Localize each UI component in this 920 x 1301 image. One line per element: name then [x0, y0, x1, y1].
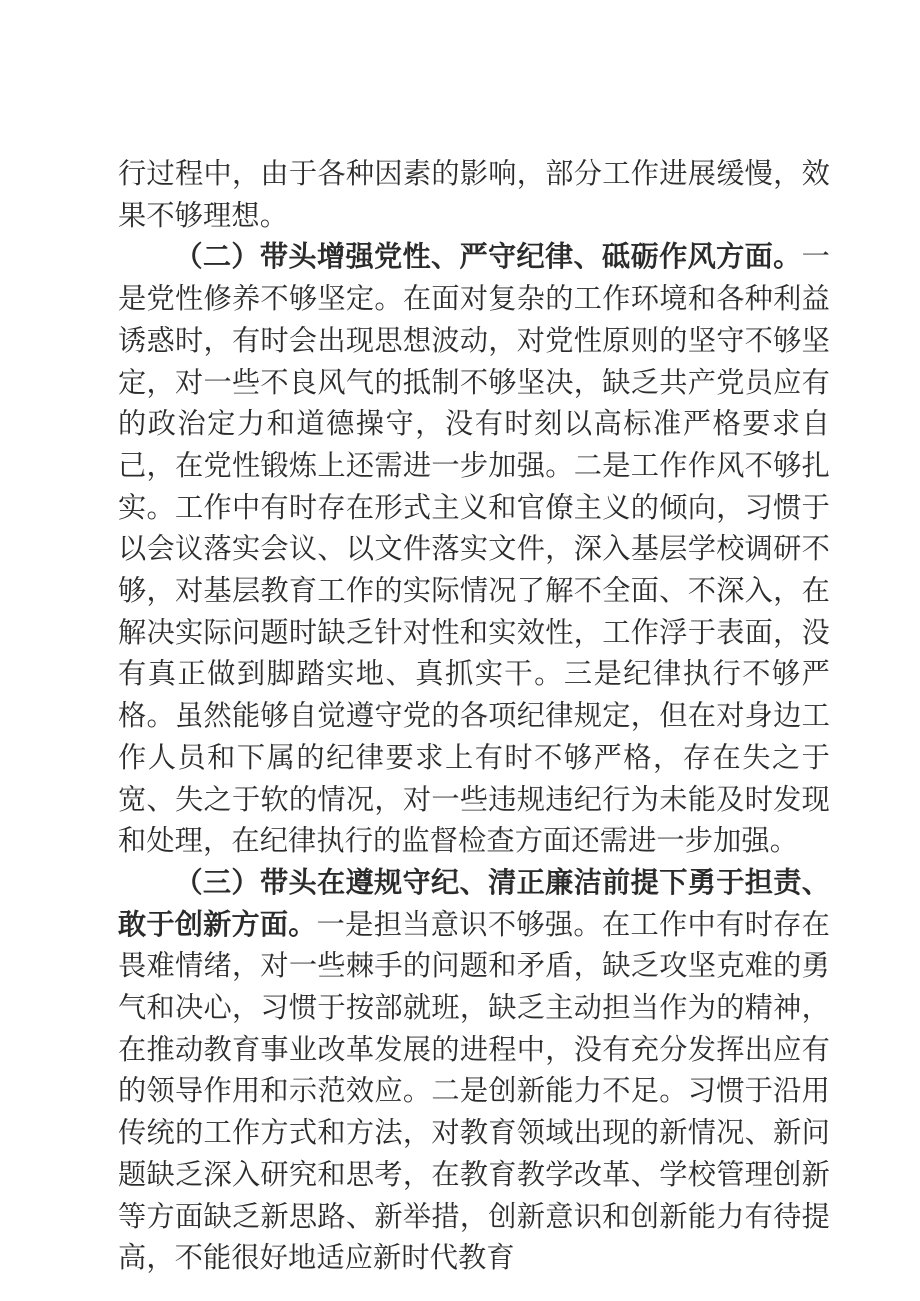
document-text-body: [118, 153, 830, 1279]
section-heading-three: （三）带头在遵规守纪、清正廉洁前提下勇于担责、敢于创新方面。: [118, 865, 830, 941]
section-heading-two: （二）带头增强党性、严守纪律、砥砺作风方面。: [174, 240, 802, 274]
paragraph-text: 行过程中，由于各种因素的影响，部分工作进展缓慢，效果不够理想。: [118, 157, 830, 232]
paragraph-section-two: [118, 236, 830, 862]
section-two-body-text: 一是党性修养不够坚定。在面对复杂的工作环境和各种利益诱惑时，有时会出现思想波动，对党性原则的坚守不够坚定，对一些不良风气的抵制不够坚决，缺乏共产党员应有的政治定力和道德操守，没有时刻以高标准严格要求自己，在党性锻炼上还需进一步加强。二是工作作风不够扎实。工作中有时存在形式主义和官僚主义的倾向，习惯于以会议落实会议、以文件落实文件，深入基层学校调研不够，对基层教育工作的实际情况了解不全面、不深入，在解决实际问题时缺乏针对性和实效性，工作浮于表面，没有真正做到脚踏实地、真抓实干。三是纪律执行不够严格。虽然能够自觉遵守党的各项纪律规定，但在对身边工作人员和下属的纪律要求上有时不够严格，存在失之于宽、失之于软的情况，对一些违规违纪行为未能及时发现和处理，在纪律执行的监督检查方面还需进一步加强。: [118, 240, 830, 858]
section-three-body-text: 一是担当意识不够强。在工作中有时存在畏难情绪，对一些棘手的问题和矛盾，缺乏攻坚克难的勇气和决心，习惯于按部就班，缺乏主动担当作为的精神，在推动教育事业改革发展的进程中，没有充分发挥出应有的领导作用和示范效应。二是创新能力不足。习惯于沿用传统的工作方式和方法，对教育领域出现的新情况、新问题缺乏深入研究和思考，在教育教学改革、学校管理创新等方面缺乏新思路、新举措，创新意识和创新能力有待提高，不能很好地适应新时代教育: [118, 907, 830, 1275]
paragraph-section-three: [118, 862, 830, 1279]
paragraph-continuation: [118, 153, 830, 236]
